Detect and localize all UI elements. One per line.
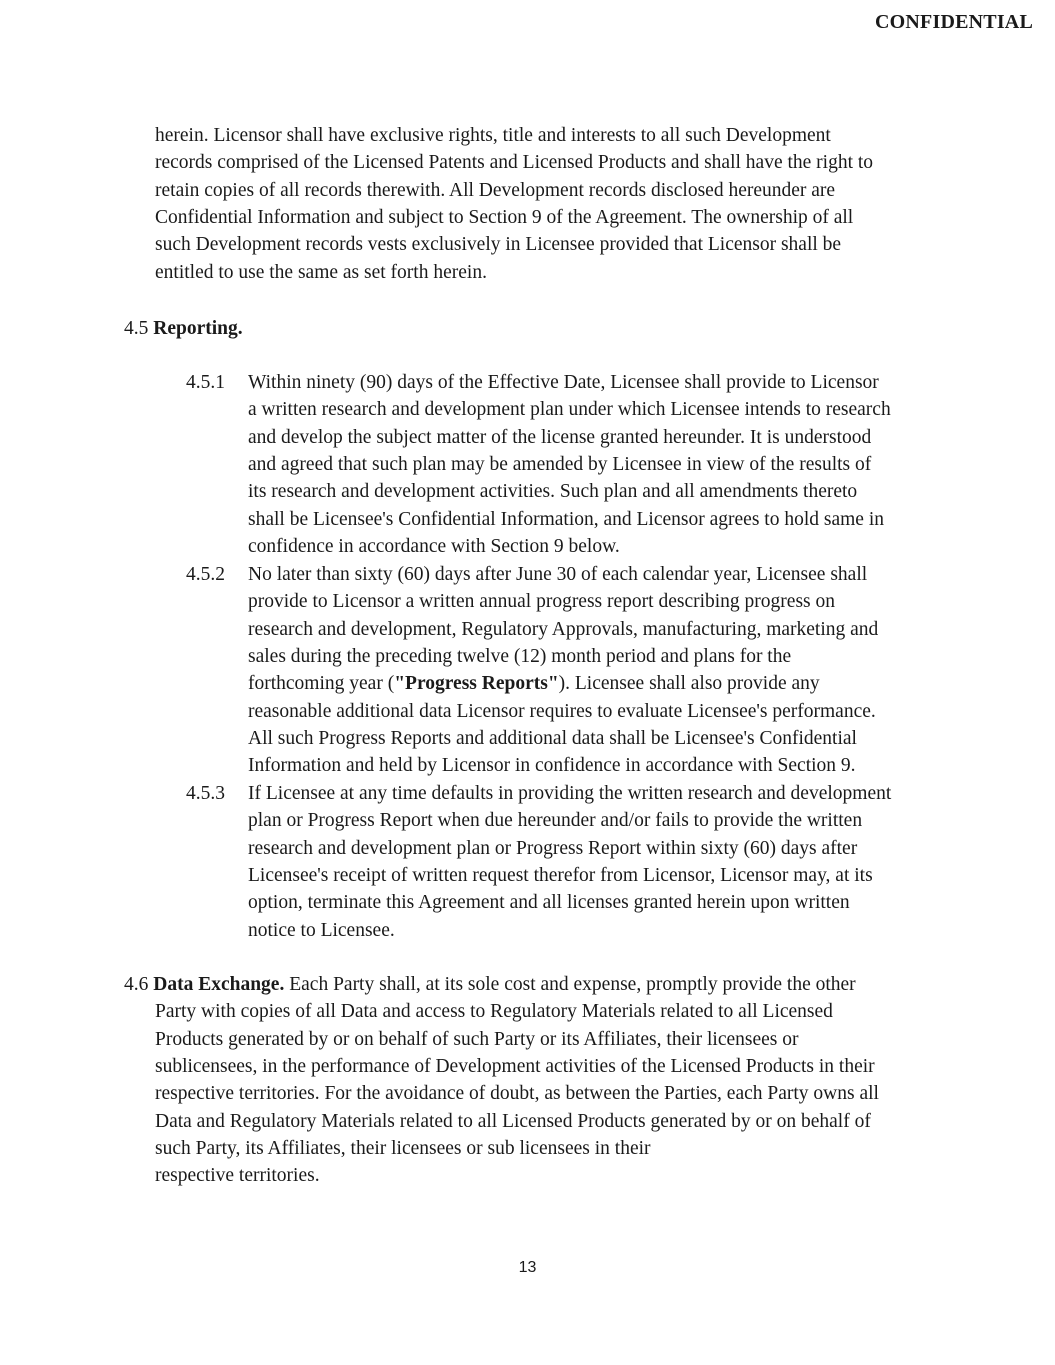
section-line: sublicensees, in the performance of Development activities of the Licensed Products in their xyxy=(155,1055,875,1077)
section-4-5-heading xyxy=(124,315,243,342)
subsection-line: provide to Licensor a written annual progress report describing progress on xyxy=(248,591,835,613)
confidential-header: CONFIDENTIAL xyxy=(875,11,1033,33)
intro-paragraph xyxy=(155,122,945,286)
section-number: 4.5 xyxy=(124,318,149,339)
subsection-line: and develop the subject matter of the license granted hereunder. It is understood xyxy=(248,426,872,448)
subsection-line: its research and development activities. Such plan and all amendments thereto xyxy=(248,481,858,503)
subsection-line: notice to Licensee. xyxy=(248,919,395,941)
defined-term: "Progress Reports" xyxy=(394,673,559,695)
section-line: such Party, its Affiliates, their licensees or sub licensees in their xyxy=(155,1137,651,1159)
subsection-line: Information and held by Licensor in confidence in accordance with Section 9. xyxy=(248,755,856,777)
section-line: respective territories. For the avoidance of doubt, as between the Parties, each Party owns all xyxy=(155,1083,879,1105)
intro-line: herein. Licensor shall have exclusive rights, title and interests to all such Development xyxy=(155,125,831,146)
section-line: respective territories. xyxy=(155,1165,320,1187)
subsection-line: Within ninety (90) days of the Effective Date, Licensee shall provide to Licensor xyxy=(248,372,879,393)
section-number: 4.6 xyxy=(124,974,149,995)
subsection-line: option, terminate this Agreement and all licenses granted herein upon written xyxy=(248,892,850,914)
intro-line: retain copies of all records therewith. All Development records disclosed hereunder are xyxy=(155,179,836,201)
section-line: Party with copies of all Data and access to Regulatory Materials related to all Licensed xyxy=(155,1001,833,1023)
section-line: Data and Regulatory Materials related to all Licensed Products generated by or on behalf of xyxy=(155,1110,871,1132)
line-suffix: ). Licensee shall also provide any xyxy=(558,673,820,695)
subsection-line: plan or Progress Report when due hereunder and/or fails to provide the written xyxy=(248,810,863,832)
intro-line: records comprised of the Licensed Patents and Licensed Products and shall have the right to xyxy=(155,152,874,174)
subsection-number: 4.5.1 xyxy=(186,372,225,393)
subsection-line: research and development plan or Progress Report within sixty (60) days after xyxy=(248,837,858,859)
line-prefix: forthcoming year ( xyxy=(248,673,395,695)
subsection-line: If Licensee at any time defaults in providing the written research and development xyxy=(248,783,892,804)
section-4-6-body xyxy=(155,971,945,1190)
intro-line: entitled to use the same as set forth herein. xyxy=(155,261,487,283)
subsection-line: sales during the preceding twelve (12) month period and plans for the xyxy=(248,645,792,667)
subsection-line: and agreed that such plan may be amended by Licensee in view of the results of xyxy=(248,453,872,475)
section-title: Reporting. xyxy=(153,318,243,339)
section-title: Data Exchange. xyxy=(153,974,285,995)
subsection-line: confidence in accordance with Section 9 below. xyxy=(248,535,620,557)
subsection-line: No later than sixty (60) days after June 30 of each calendar year, Licensee shall xyxy=(248,564,868,585)
subsection-line: a written research and development plan under which Licensee intends to research xyxy=(248,399,891,421)
spacer-line xyxy=(155,971,945,998)
subsection-text xyxy=(248,369,948,560)
page-number: 13 xyxy=(518,1259,537,1276)
subsection-line: reasonable additional data Licensor requires to evaluate Licensee's performance. xyxy=(248,700,876,722)
intro-line: Confidential Information and subject to Section 9 of the Agreement. The ownership of all xyxy=(155,206,854,228)
subsection-number: 4.5.2 xyxy=(186,564,225,585)
subsection-line: Licensee's receipt of written request therefor from Licensor, Licensor may, at its xyxy=(248,864,873,886)
section-line: Products generated by or on behalf of such Party or its Affiliates, their licensees or xyxy=(155,1028,799,1050)
subsection-line: research and development, Regulatory Approvals, manufacturing, marketing and xyxy=(248,618,879,640)
subsection-text xyxy=(248,780,948,944)
subsection-text xyxy=(248,561,948,780)
subsection-line-with-term xyxy=(248,670,948,697)
subsection-number: 4.5.3 xyxy=(186,783,225,804)
subsection-line: shall be Licensee's Confidential Information, and Licensor agrees to hold same in xyxy=(248,508,884,530)
subsection-line: All such Progress Reports and additional data shall be Licensee's Confidential xyxy=(248,727,857,749)
intro-line: such Development records vests exclusively in Licensee provided that Licensor shall be xyxy=(155,234,842,256)
section-first-line-text: Each Party shall, at its sole cost and expense, promptly provide the other xyxy=(289,974,856,995)
